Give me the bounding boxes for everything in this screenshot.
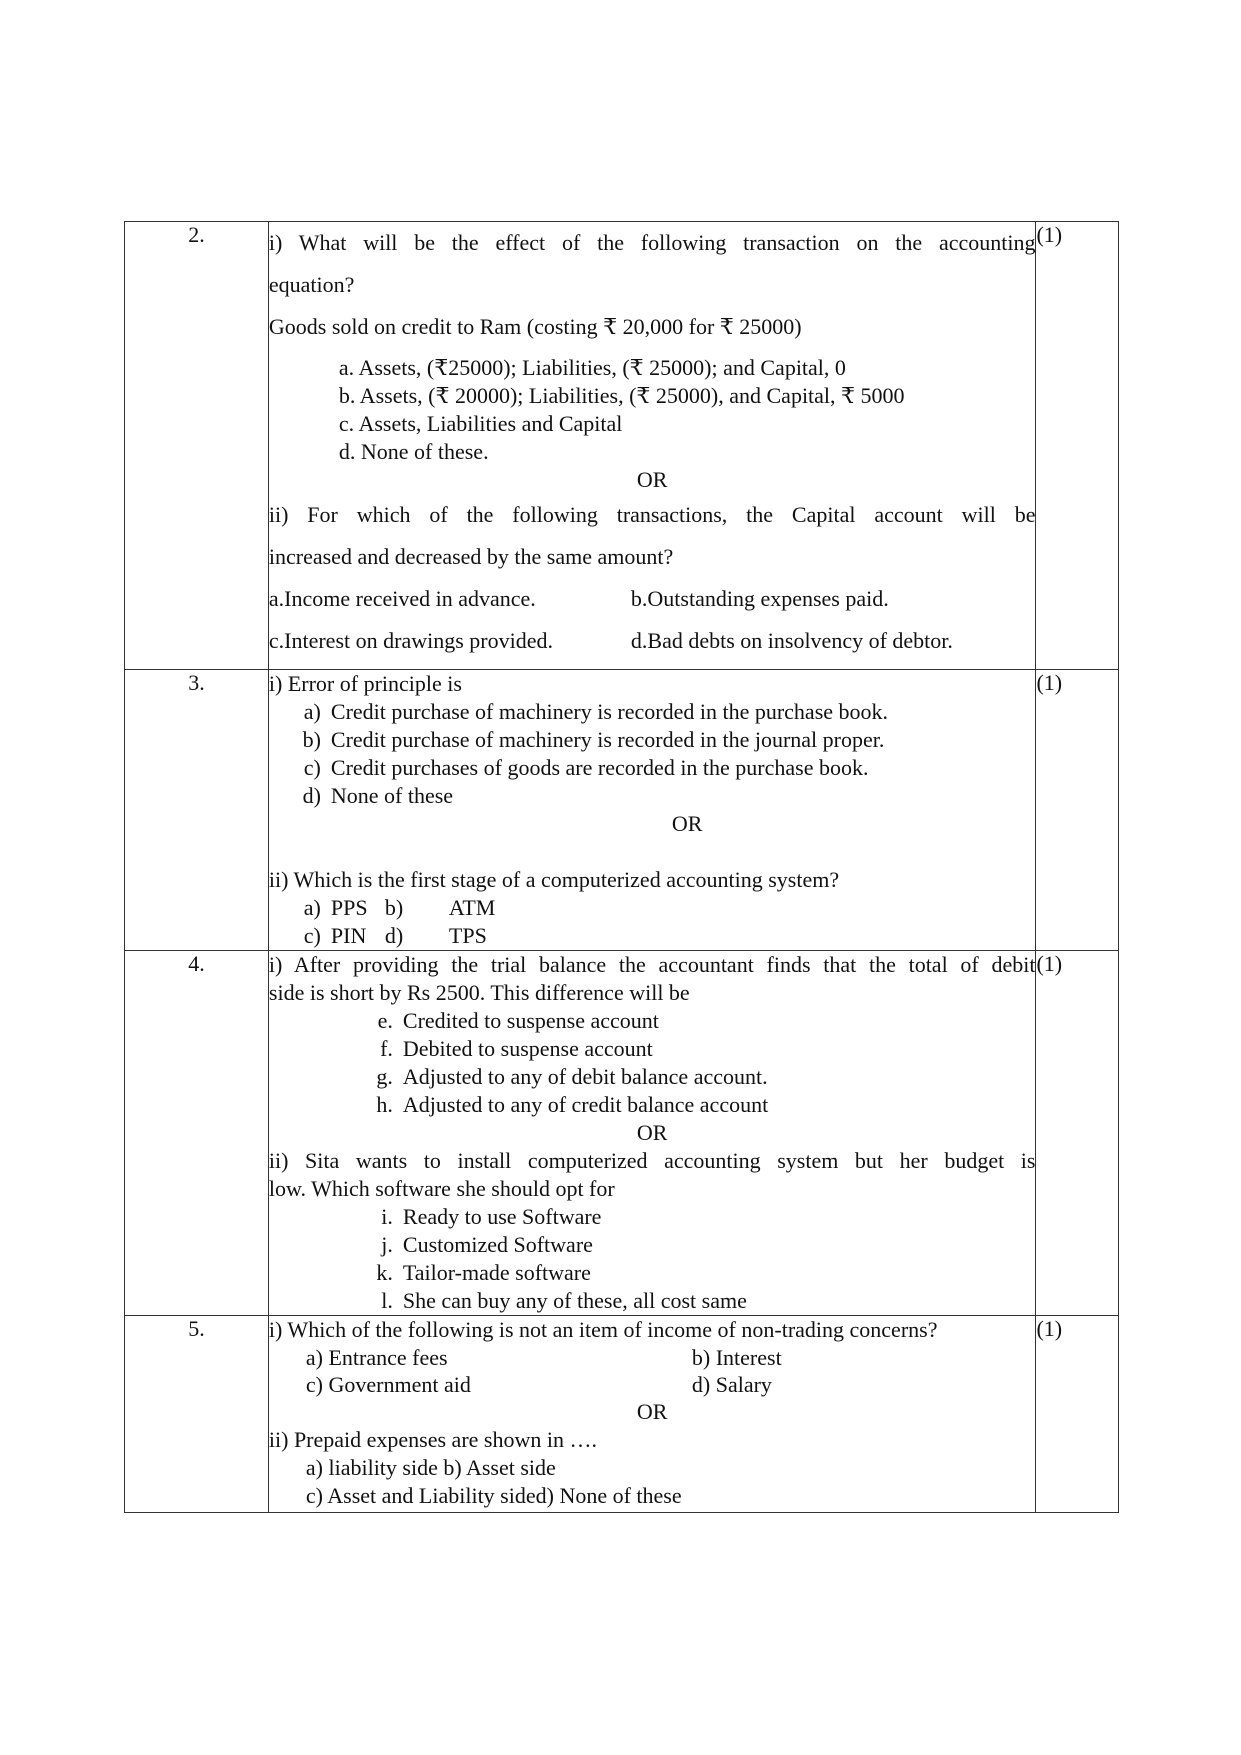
marks: (1) xyxy=(1036,222,1119,670)
option: c. Assets, Liabilities and Capital xyxy=(338,411,623,436)
option: e. Credited to suspense account xyxy=(377,1008,659,1033)
option: b) Credit purchase of machinery is recorded in the journal proper. xyxy=(302,727,885,752)
question-text: ii) Sita wants to install computerized accounting system but her budget is xyxy=(268,1148,1036,1173)
question-text: equation? xyxy=(268,272,355,297)
question-body xyxy=(268,222,1036,670)
options-row: a) PPS b) ATM xyxy=(303,895,496,920)
option: c.Interest on drawings provided. xyxy=(268,628,553,653)
options-list xyxy=(269,354,1036,466)
option: g. Adjusted to any of debit balance account. xyxy=(376,1064,768,1089)
question-number: 5. xyxy=(125,1316,269,1513)
question-text: Goods sold on credit to Ram (costing ₹ 20,000 for ₹ 25000) xyxy=(268,314,802,339)
options-row xyxy=(306,1371,1036,1398)
marks: (1) xyxy=(1036,670,1119,951)
options-row xyxy=(269,620,1036,662)
option: i. Ready to use Software xyxy=(381,1204,602,1229)
question-body xyxy=(268,1316,1036,1513)
question-row xyxy=(125,951,1119,1316)
question-number: 4. xyxy=(125,951,269,1316)
options-list xyxy=(269,1344,1036,1398)
question-row xyxy=(125,222,1119,670)
question-number: 2. xyxy=(125,222,269,670)
option: a. Assets, (₹25000); Liabilities, (₹ 25000); and Capital, 0 xyxy=(338,355,846,380)
option: b) Interest xyxy=(691,1345,782,1370)
question-body xyxy=(268,670,1036,951)
question-text: i) Error of principle is xyxy=(268,671,462,696)
option: d) None of these xyxy=(302,783,454,808)
question-number: 3. xyxy=(125,670,269,951)
option: b. Assets, (₹ 20000); Liabilities, (₹ 25000), and Capital, ₹ 5000 xyxy=(338,383,905,408)
options-list xyxy=(269,1203,1036,1315)
question-row xyxy=(125,1316,1119,1513)
question-text: low. Which software she should opt for xyxy=(268,1176,615,1201)
question-text: ii) For which of the following transactions, the Capital account will be xyxy=(268,502,1036,527)
option: j. Customized Software xyxy=(381,1232,593,1257)
or-separator: OR xyxy=(671,811,703,836)
or-separator: OR xyxy=(636,1120,668,1145)
option: f. Debited to suspense account xyxy=(380,1036,653,1061)
option: l. She can buy any of these, all cost same xyxy=(381,1288,747,1313)
question-text: side is short by Rs 2500. This difference will be xyxy=(268,980,690,1005)
question-text: i) What will be the effect of the following transaction on the accounting xyxy=(268,230,1036,255)
option: d.Bad debts on insolvency of debtor. xyxy=(630,628,953,653)
marks: (1) xyxy=(1036,951,1119,1316)
options-list xyxy=(269,1007,1036,1119)
or-separator: OR xyxy=(636,467,668,492)
option: c) Credit purchases of goods are recorded in the purchase book. xyxy=(303,755,869,780)
options-list xyxy=(269,698,1036,810)
question-text: ii) Prepaid expenses are shown in …. xyxy=(268,1427,597,1452)
question-text: increased and decreased by the same amount? xyxy=(268,544,674,569)
question-text: i) Which of the following is not an item of income of non-trading concerns? xyxy=(268,1317,938,1342)
or-separator: OR xyxy=(636,1399,668,1424)
option: a.Income received in advance. xyxy=(268,586,536,611)
questions-table xyxy=(124,221,1119,1513)
option: a) Credit purchase of machinery is recorded in the purchase book. xyxy=(303,699,889,724)
options-row xyxy=(269,578,1036,620)
option: a) Entrance fees xyxy=(305,1345,448,1370)
option: h. Adjusted to any of credit balance account xyxy=(376,1092,769,1117)
option: k. Tailor-made software xyxy=(376,1260,591,1285)
question-text: ii) Which is the first stage of a computerized accounting system? xyxy=(268,867,840,892)
option: d. None of these. xyxy=(338,439,489,464)
question-body xyxy=(268,951,1036,1316)
options-row: c) PIN d) TPS xyxy=(303,923,487,948)
question-text: i) After providing the trial balance the accountant finds that the total of debit xyxy=(268,952,1036,977)
question-row xyxy=(125,670,1119,951)
options-row xyxy=(306,1344,1036,1371)
marks: (1) xyxy=(1036,1316,1119,1513)
option: c) Government aid xyxy=(305,1372,471,1397)
options-list xyxy=(269,894,1036,950)
option: a) liability side b) Asset side xyxy=(305,1455,556,1480)
option: d) Salary xyxy=(691,1372,772,1397)
option: c) Asset and Liability sided) None of these xyxy=(305,1483,682,1508)
option: b.Outstanding expenses paid. xyxy=(630,586,889,611)
